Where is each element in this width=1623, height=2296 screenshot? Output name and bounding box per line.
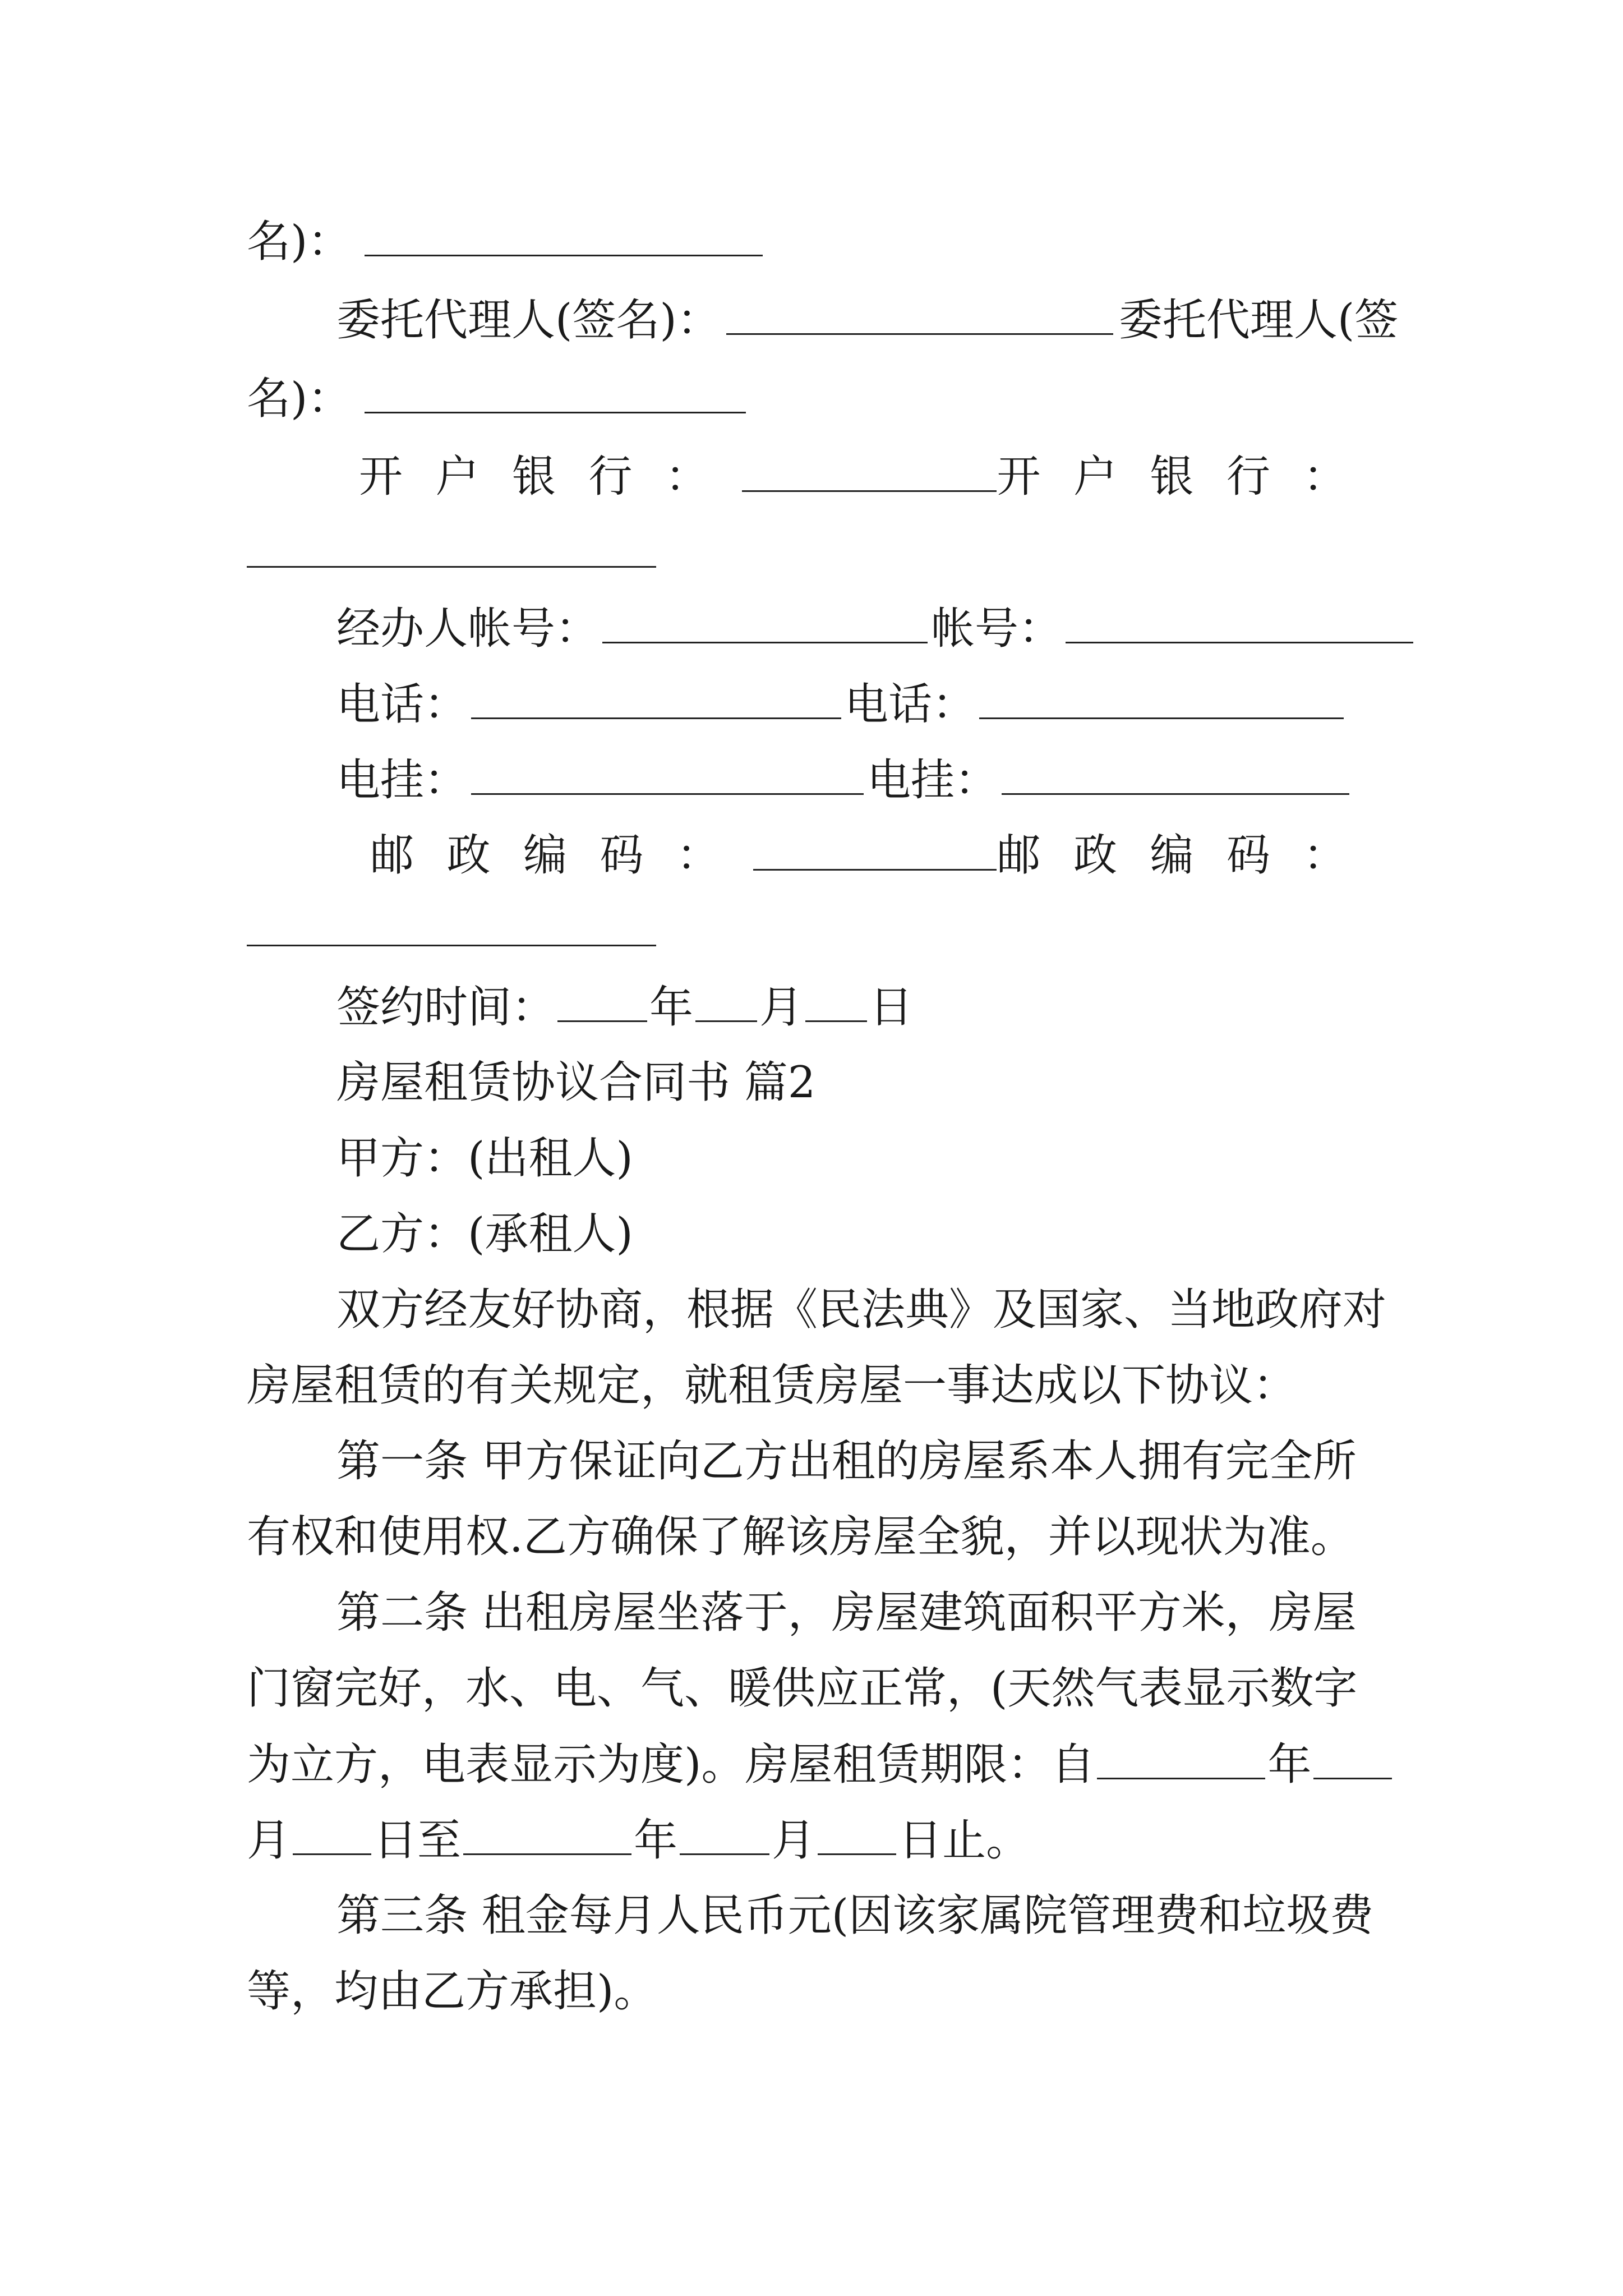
blank-line bbox=[247, 903, 656, 946]
bank-line bbox=[359, 449, 1380, 505]
blank-month bbox=[695, 979, 757, 1022]
paragraph-line bbox=[336, 1888, 1373, 1944]
label-text: 帐号： bbox=[931, 604, 1063, 655]
blank-month bbox=[1313, 1736, 1392, 1779]
blank-year bbox=[557, 979, 647, 1022]
label-text: 委托代理人(签 bbox=[1118, 295, 1399, 346]
label-text: 电挂： bbox=[867, 755, 999, 806]
body-text: 年 bbox=[1267, 1740, 1312, 1791]
section-title bbox=[336, 1055, 815, 1111]
label-text: 经办人帐号： bbox=[336, 604, 600, 655]
body-text: 第三条 租金每月人民币元(因该家属院管理费和垃圾费 bbox=[336, 1890, 1374, 1941]
paragraph-line bbox=[247, 1660, 1357, 1717]
blank-line bbox=[365, 213, 763, 256]
body-text: 日止。 bbox=[898, 1815, 1030, 1866]
label-text: 开户银行： bbox=[997, 452, 1380, 502]
signature-line-1 bbox=[247, 213, 763, 269]
paragraph-line bbox=[247, 1509, 1354, 1565]
label-text: 名)： bbox=[247, 217, 352, 268]
paragraph-line bbox=[247, 1358, 1297, 1414]
account-line bbox=[336, 600, 1413, 656]
paragraph-line bbox=[336, 1433, 1357, 1489]
paragraph-line bbox=[336, 1585, 1357, 1641]
body-text: 等，均由乙方承担)。 bbox=[247, 1966, 658, 2017]
postcode-blank-line bbox=[247, 903, 656, 959]
phone-line bbox=[336, 676, 1344, 732]
blank-year bbox=[463, 1812, 631, 1855]
body-text: 第二条 出租房屋坐落于，房屋建筑面积平方米，房屋 bbox=[336, 1588, 1357, 1638]
label-text: 乙方：(承租人) bbox=[336, 1209, 633, 1259]
label-text: 开户银行： bbox=[359, 452, 742, 502]
label-text: 委托代理人(签名)： bbox=[336, 295, 721, 346]
paragraph-line bbox=[247, 1963, 657, 2019]
label-text: 邮政编码： bbox=[370, 830, 753, 881]
blank-line bbox=[979, 676, 1344, 719]
body-text: 第一条 甲方保证向乙方出租的房屋系本人拥有完全所 bbox=[336, 1436, 1357, 1487]
blank-line bbox=[1066, 600, 1413, 643]
label-text: 电话： bbox=[845, 679, 976, 730]
body-text: 为立方，电表显示为度)。房屋租赁期限：自 bbox=[247, 1740, 1095, 1791]
agent-signature-line bbox=[336, 292, 1398, 348]
paragraph-line bbox=[247, 1736, 1392, 1792]
blank-year bbox=[1097, 1736, 1265, 1779]
bank-blank-line bbox=[247, 524, 656, 581]
blank-month bbox=[680, 1812, 769, 1855]
label-text: 名)： bbox=[247, 374, 352, 425]
party-a-line bbox=[336, 1130, 633, 1186]
blank-line bbox=[247, 524, 656, 568]
blank-day bbox=[818, 1812, 896, 1855]
body-text: 有权和使用权.乙方确保了解该房屋全貌，并以现状为准。 bbox=[247, 1512, 1354, 1562]
blank-line bbox=[753, 827, 997, 871]
heading-text: 房屋租赁协议合同书 篇2 bbox=[336, 1057, 816, 1108]
label-text: 电话： bbox=[336, 679, 468, 730]
label-text: 年 bbox=[649, 982, 694, 1033]
body-text: 门窗完好，水、电、气、暖供应正常，(天然气表显示数字 bbox=[247, 1663, 1358, 1714]
label-text: 月 bbox=[759, 982, 804, 1033]
body-text: 日至 bbox=[374, 1815, 462, 1866]
blank-line bbox=[471, 676, 841, 719]
body-text: 房屋租赁的有关规定，就租赁房屋一事达成以下协议： bbox=[247, 1360, 1297, 1411]
blank-line bbox=[471, 752, 864, 795]
signature-line-2 bbox=[247, 370, 746, 426]
label-text: 日 bbox=[869, 982, 914, 1033]
postcode-line bbox=[370, 827, 1380, 884]
paragraph-line bbox=[247, 1812, 1030, 1868]
party-b-line bbox=[336, 1206, 633, 1262]
label-text: 邮政编码： bbox=[997, 830, 1380, 881]
telegraph-line bbox=[336, 752, 1349, 808]
paragraph-line bbox=[336, 1282, 1386, 1338]
label-text: 签约时间： bbox=[336, 982, 556, 1033]
body-text: 月 bbox=[247, 1815, 291, 1866]
body-text: 年 bbox=[634, 1815, 678, 1866]
blank-line bbox=[602, 600, 928, 643]
label-text: 电挂： bbox=[336, 755, 468, 806]
blank-line bbox=[365, 370, 746, 413]
blank-day bbox=[805, 979, 867, 1022]
blank-line bbox=[726, 292, 1113, 335]
sign-date-line bbox=[336, 979, 913, 1035]
body-text: 月 bbox=[772, 1815, 816, 1866]
body-text: 双方经友好协商，根据《民法典》及国家、当地政府对 bbox=[336, 1285, 1387, 1335]
label-text: 甲方：(出租人) bbox=[336, 1133, 633, 1184]
blank-day bbox=[293, 1812, 371, 1855]
blank-line bbox=[742, 449, 997, 492]
blank-line bbox=[1002, 752, 1349, 795]
